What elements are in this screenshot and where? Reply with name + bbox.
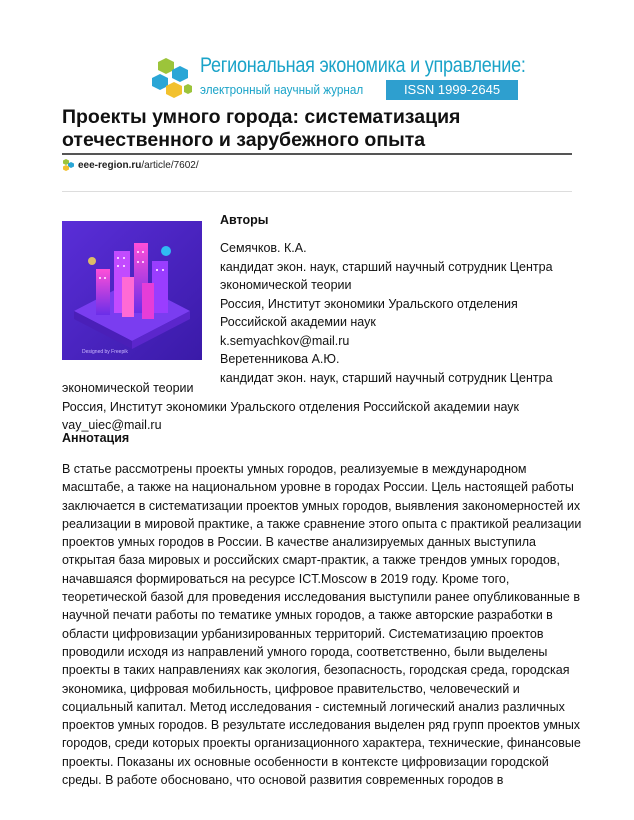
- author-1-email[interactable]: k.semyachkov@mail.ru: [220, 333, 350, 348]
- article-title: [62, 106, 582, 152]
- authors-block: [220, 239, 580, 387]
- title-divider: [62, 153, 572, 155]
- authors-heading: Авторы: [220, 213, 269, 227]
- url-domain[interactable]: eee-region.ru: [78, 159, 142, 171]
- author-1-affiliation: Россия, Институт экономики Уральского отделения Российской академии наук: [220, 296, 518, 329]
- url-path[interactable]: /article/7602/: [141, 159, 199, 171]
- site-favicon-icon: [62, 159, 74, 171]
- author-2-affiliation: Россия, Институт экономики Уральского отделения Российской академии наук: [62, 399, 520, 414]
- issn-badge: ISSN 1999-2645: [386, 80, 518, 100]
- article-url[interactable]: [62, 159, 199, 171]
- url-divider: [62, 191, 572, 192]
- article-title-line-2: отечественного и зарубежного опыта: [62, 129, 426, 151]
- author-1-name: Семячков. К.А.: [220, 241, 307, 255]
- abstract-heading: Аннотация: [62, 431, 130, 445]
- journal-name: Региональная экономика и управление:: [200, 54, 526, 77]
- journal-subtitle-bar: [200, 80, 501, 100]
- journal-header: [150, 50, 526, 102]
- author-2-email[interactable]: vay_uiec@mail.ru: [62, 418, 162, 432]
- author-2-degree-end: экономической теории: [62, 381, 194, 395]
- smart-city-illustration: [62, 221, 202, 360]
- authors-block-wide: [62, 379, 582, 435]
- author-2-name: Веретенникова А.Ю.: [220, 352, 340, 366]
- journal-logo-icon: [150, 56, 194, 100]
- abstract-text: В статье рассмотрены проекты умных городов, реализуемые в международном масштабе, а также на национальном уровне в городах России. Цель настоящей работы заключается в систематизации проектов умных городов, выявления закономерностей их реализации в мировой практике, а также сравнение этого опыта с практикой реализации проектов умных городов в России. В качестве анализируемых данных выступила открытая база мировых и российских смарт-практик, а также трендов умных городов, начавшаяся формироваться на ресурсе ICT.Moscow в 2019 году. Кроме того, теоретической базой для проведения исследования выступили ранее опубликованные в научной печати работы по тематике умных городов, а также авторские разработки в области цифровизации урбанизированных территорий. Систематизацию проектов проводили исходя из направлений умного города, соответственно, были выделены проекты в таких направлениях как экология, безопасность, городская среда, городская экономика, цифровая мобильность, цифровое правительство, человеческий и социальный капитал. Метод исследования - системный логический анализ различных проектов умных городов. В результате исследования выделен ряд групп проектов умных городов, среди которых проекты организационного характера, технические, финансовые проекты. Показаны их основные особенности в контексте цифровизации городской среды. В работе обосновано, что основой развития современных городов в: [62, 462, 582, 788]
- author-1-degree: кандидат экон. наук, старший научный сотрудник Центра экономической теории: [220, 259, 553, 292]
- article-title-line-1: Проекты умного города: систематизация: [62, 106, 461, 128]
- image-credit: Designed by Freepik: [82, 349, 128, 355]
- journal-subtitle: электронный научный журнал: [200, 82, 364, 97]
- author-2-degree-start: кандидат экон. наук, старший научный сотрудник Центра: [220, 370, 553, 385]
